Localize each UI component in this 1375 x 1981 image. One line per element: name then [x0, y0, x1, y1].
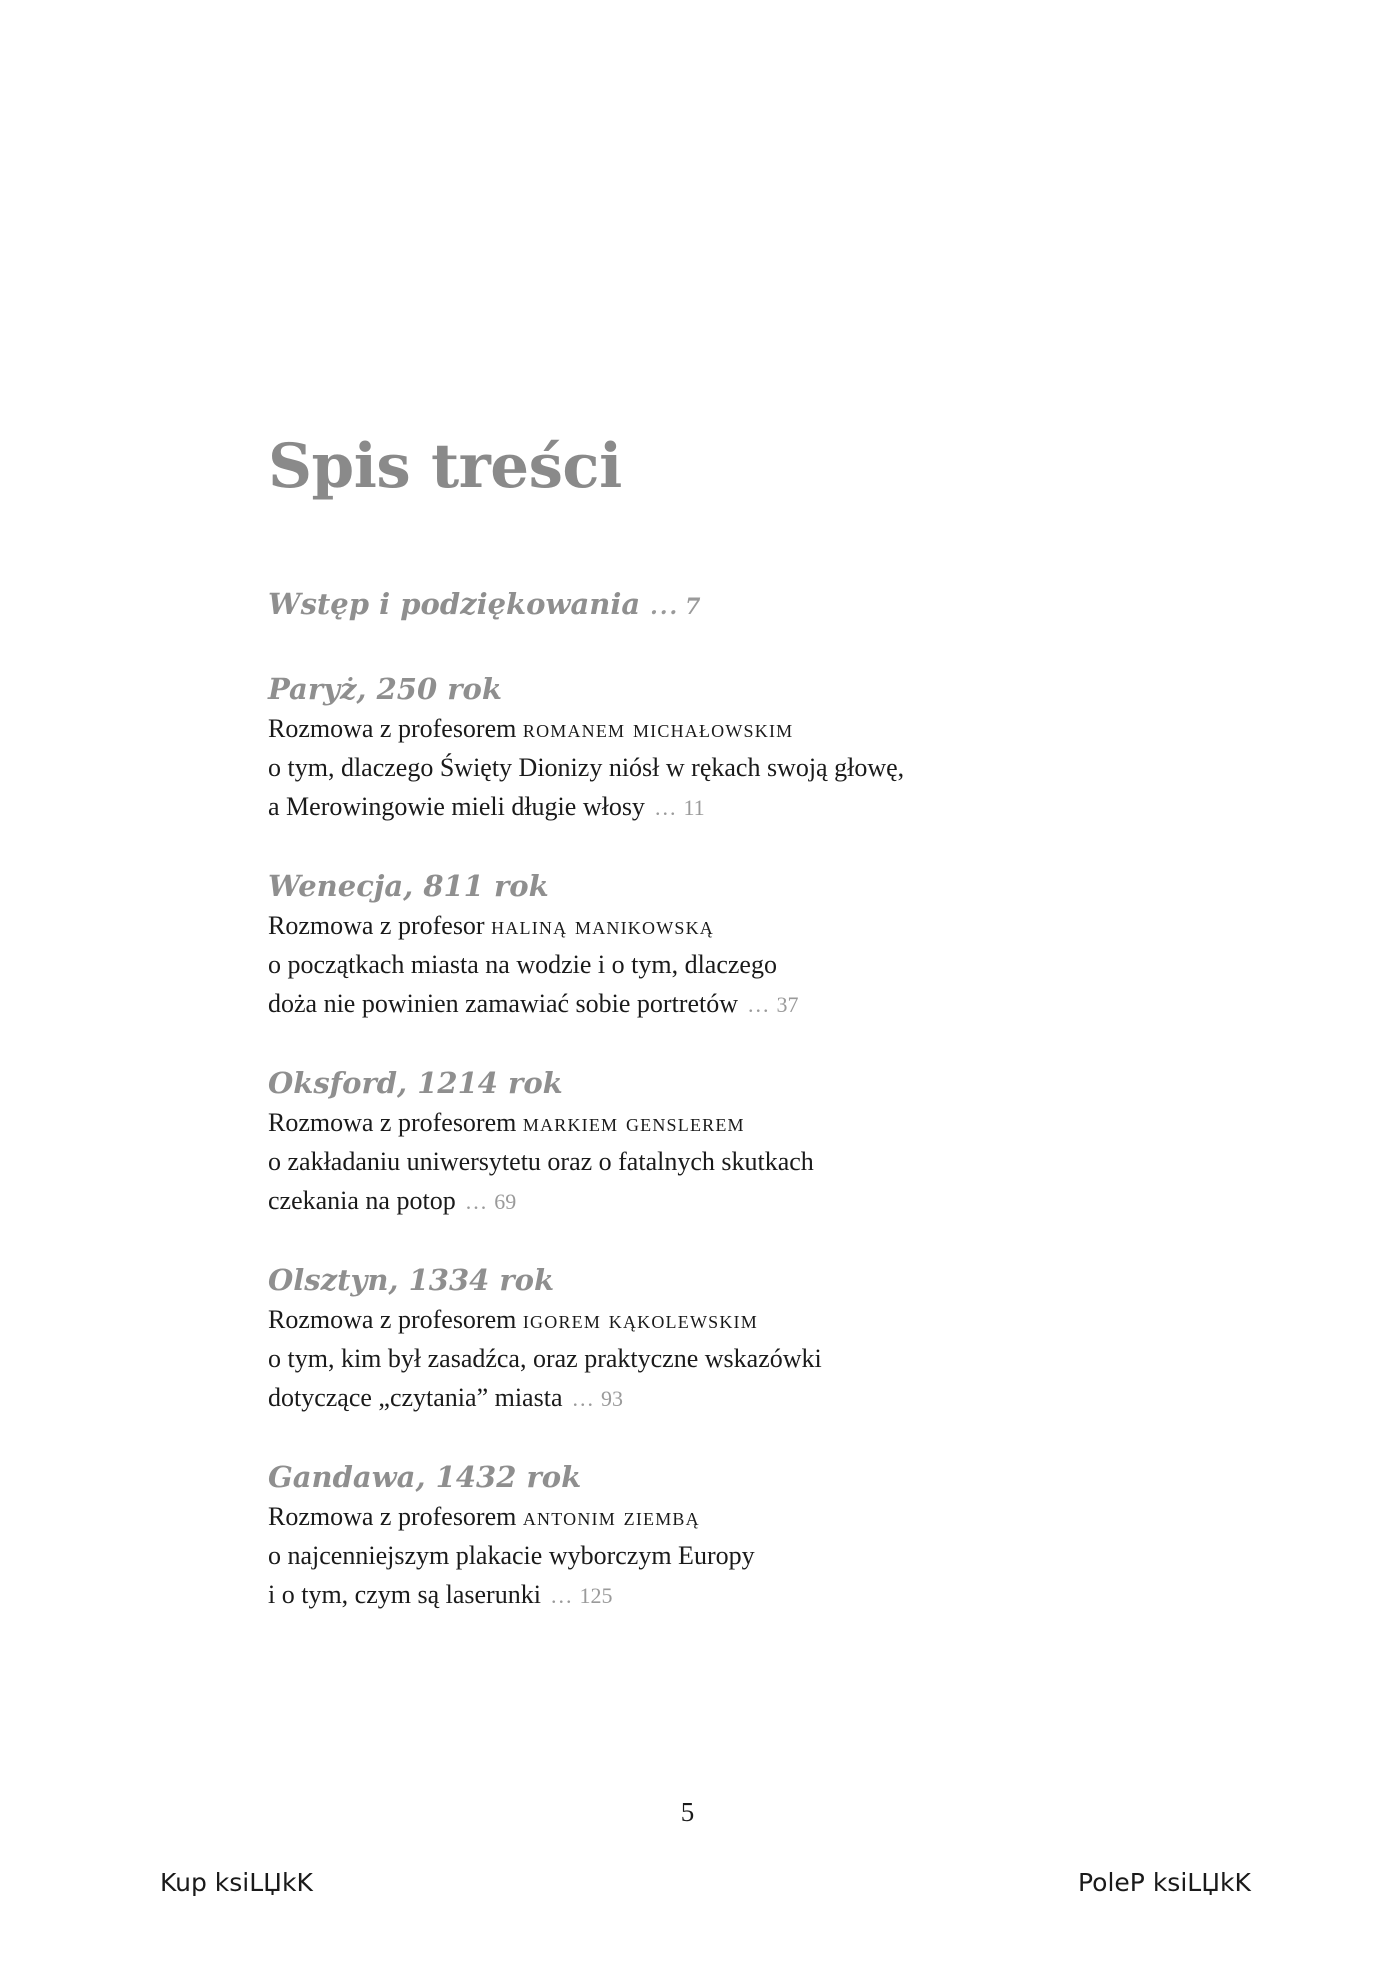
toc-entry-heading: Paryż, 250 rok: [268, 672, 502, 706]
toc-entry[interactable]: [268, 1260, 1028, 1418]
toc-entry[interactable]: [268, 669, 1028, 827]
toc-entry-prefix: Rozmowa z profesorem: [268, 714, 523, 743]
toc-entry-line: o najcenniejszym plakacie wyborczym Europy: [268, 1541, 755, 1570]
toc-entry[interactable]: [268, 1063, 1028, 1221]
toc-entry-heading: Gandawa, 1432 rok: [268, 1460, 582, 1494]
toc-entry-heading: [268, 584, 1028, 627]
toc-entry-prefix: Rozmowa z profesorem: [268, 1502, 523, 1531]
buy-book-link[interactable]: Kup ksiLЏkK: [160, 1868, 313, 1897]
toc-entry-line: o tym, kim był zasadźca, oraz praktyczne wskazówki: [268, 1344, 822, 1373]
toc-entry-line: [268, 1300, 1028, 1339]
toc-entry-text: i o tym, czym są laserunki: [268, 1580, 541, 1609]
toc-entry[interactable]: [268, 866, 1028, 1024]
toc-leader: ...: [550, 1583, 574, 1608]
toc-page-number: 125: [579, 1583, 613, 1608]
page-title: Spis treści: [268, 431, 622, 502]
toc-leader: ...: [465, 1189, 489, 1214]
toc-entry-intro[interactable]: [268, 584, 1028, 627]
toc-entry-heading: Oksford, 1214 rok: [268, 1066, 563, 1100]
toc-entry-line: o zakładaniu uniwersytetu oraz o fatalnych skutkach: [268, 1147, 814, 1176]
page-number: 5: [680, 1797, 695, 1827]
toc-entry-line: o początkach miasta na wodzie i o tym, dlaczego: [268, 950, 777, 979]
toc-leader: ...: [572, 1386, 595, 1411]
toc-entry-line: [268, 1575, 1028, 1615]
toc-entry-interlocutor: igorem kąkolewskim: [522, 1305, 758, 1334]
toc-entry-heading: Olsztyn, 1334 rok: [268, 1263, 555, 1297]
toc-page-number: 69: [494, 1189, 517, 1214]
toc-entry-prefix: Rozmowa z profesorem: [268, 1305, 523, 1334]
toc-entry-line: [268, 1497, 1028, 1536]
toc-entry-interlocutor: haliną manikowską: [491, 911, 714, 940]
toc-entry[interactable]: [268, 1457, 1028, 1615]
toc-entry-line: [268, 1181, 1028, 1221]
toc-entry-line: [268, 1103, 1028, 1142]
toc-entry-text: dotyczące „czytania” miasta: [268, 1383, 563, 1412]
toc-leader: ...: [650, 594, 680, 620]
toc-entry-title: Wstęp i podziękowania: [268, 587, 641, 621]
toc-entry-line: o tym, dlaczego Święty Dionizy niósł w rękach swoją głowę,: [268, 753, 905, 782]
recommend-book-link[interactable]: PoleP ksiLЏkK: [1078, 1868, 1251, 1897]
toc-entry-interlocutor: antonim ziembą: [522, 1502, 700, 1531]
toc-entry-text: a Merowingowie mieli długie włosy: [268, 792, 645, 821]
toc-page-number: 37: [776, 992, 799, 1017]
toc-leader: ...: [654, 795, 678, 820]
toc-entry-line: [268, 984, 1028, 1024]
toc-entry-prefix: Rozmowa z profesor: [268, 911, 492, 940]
toc-entry-interlocutor: markiem genslerem: [522, 1108, 745, 1137]
toc-entry-line: [268, 1378, 1028, 1418]
toc-leader: ...: [748, 992, 771, 1017]
toc-entry-text: doża nie powinien zamawiać sobie portretów: [268, 989, 738, 1018]
toc-entry-line: [268, 906, 1028, 945]
toc-page-number: 7: [685, 594, 701, 620]
toc-entry-interlocutor: romanem michałowskim: [522, 714, 794, 743]
toc-page-number: 93: [600, 1386, 623, 1411]
toc-entry-line: [268, 787, 1028, 827]
toc-entry-prefix: Rozmowa z profesorem: [268, 1108, 523, 1137]
toc-entry-line: [268, 709, 1028, 748]
toc-page-number: 11: [683, 795, 705, 820]
toc-entry-heading: Wenecja, 811 rok: [268, 869, 549, 903]
toc-entry-text: czekania na potop: [268, 1186, 456, 1215]
